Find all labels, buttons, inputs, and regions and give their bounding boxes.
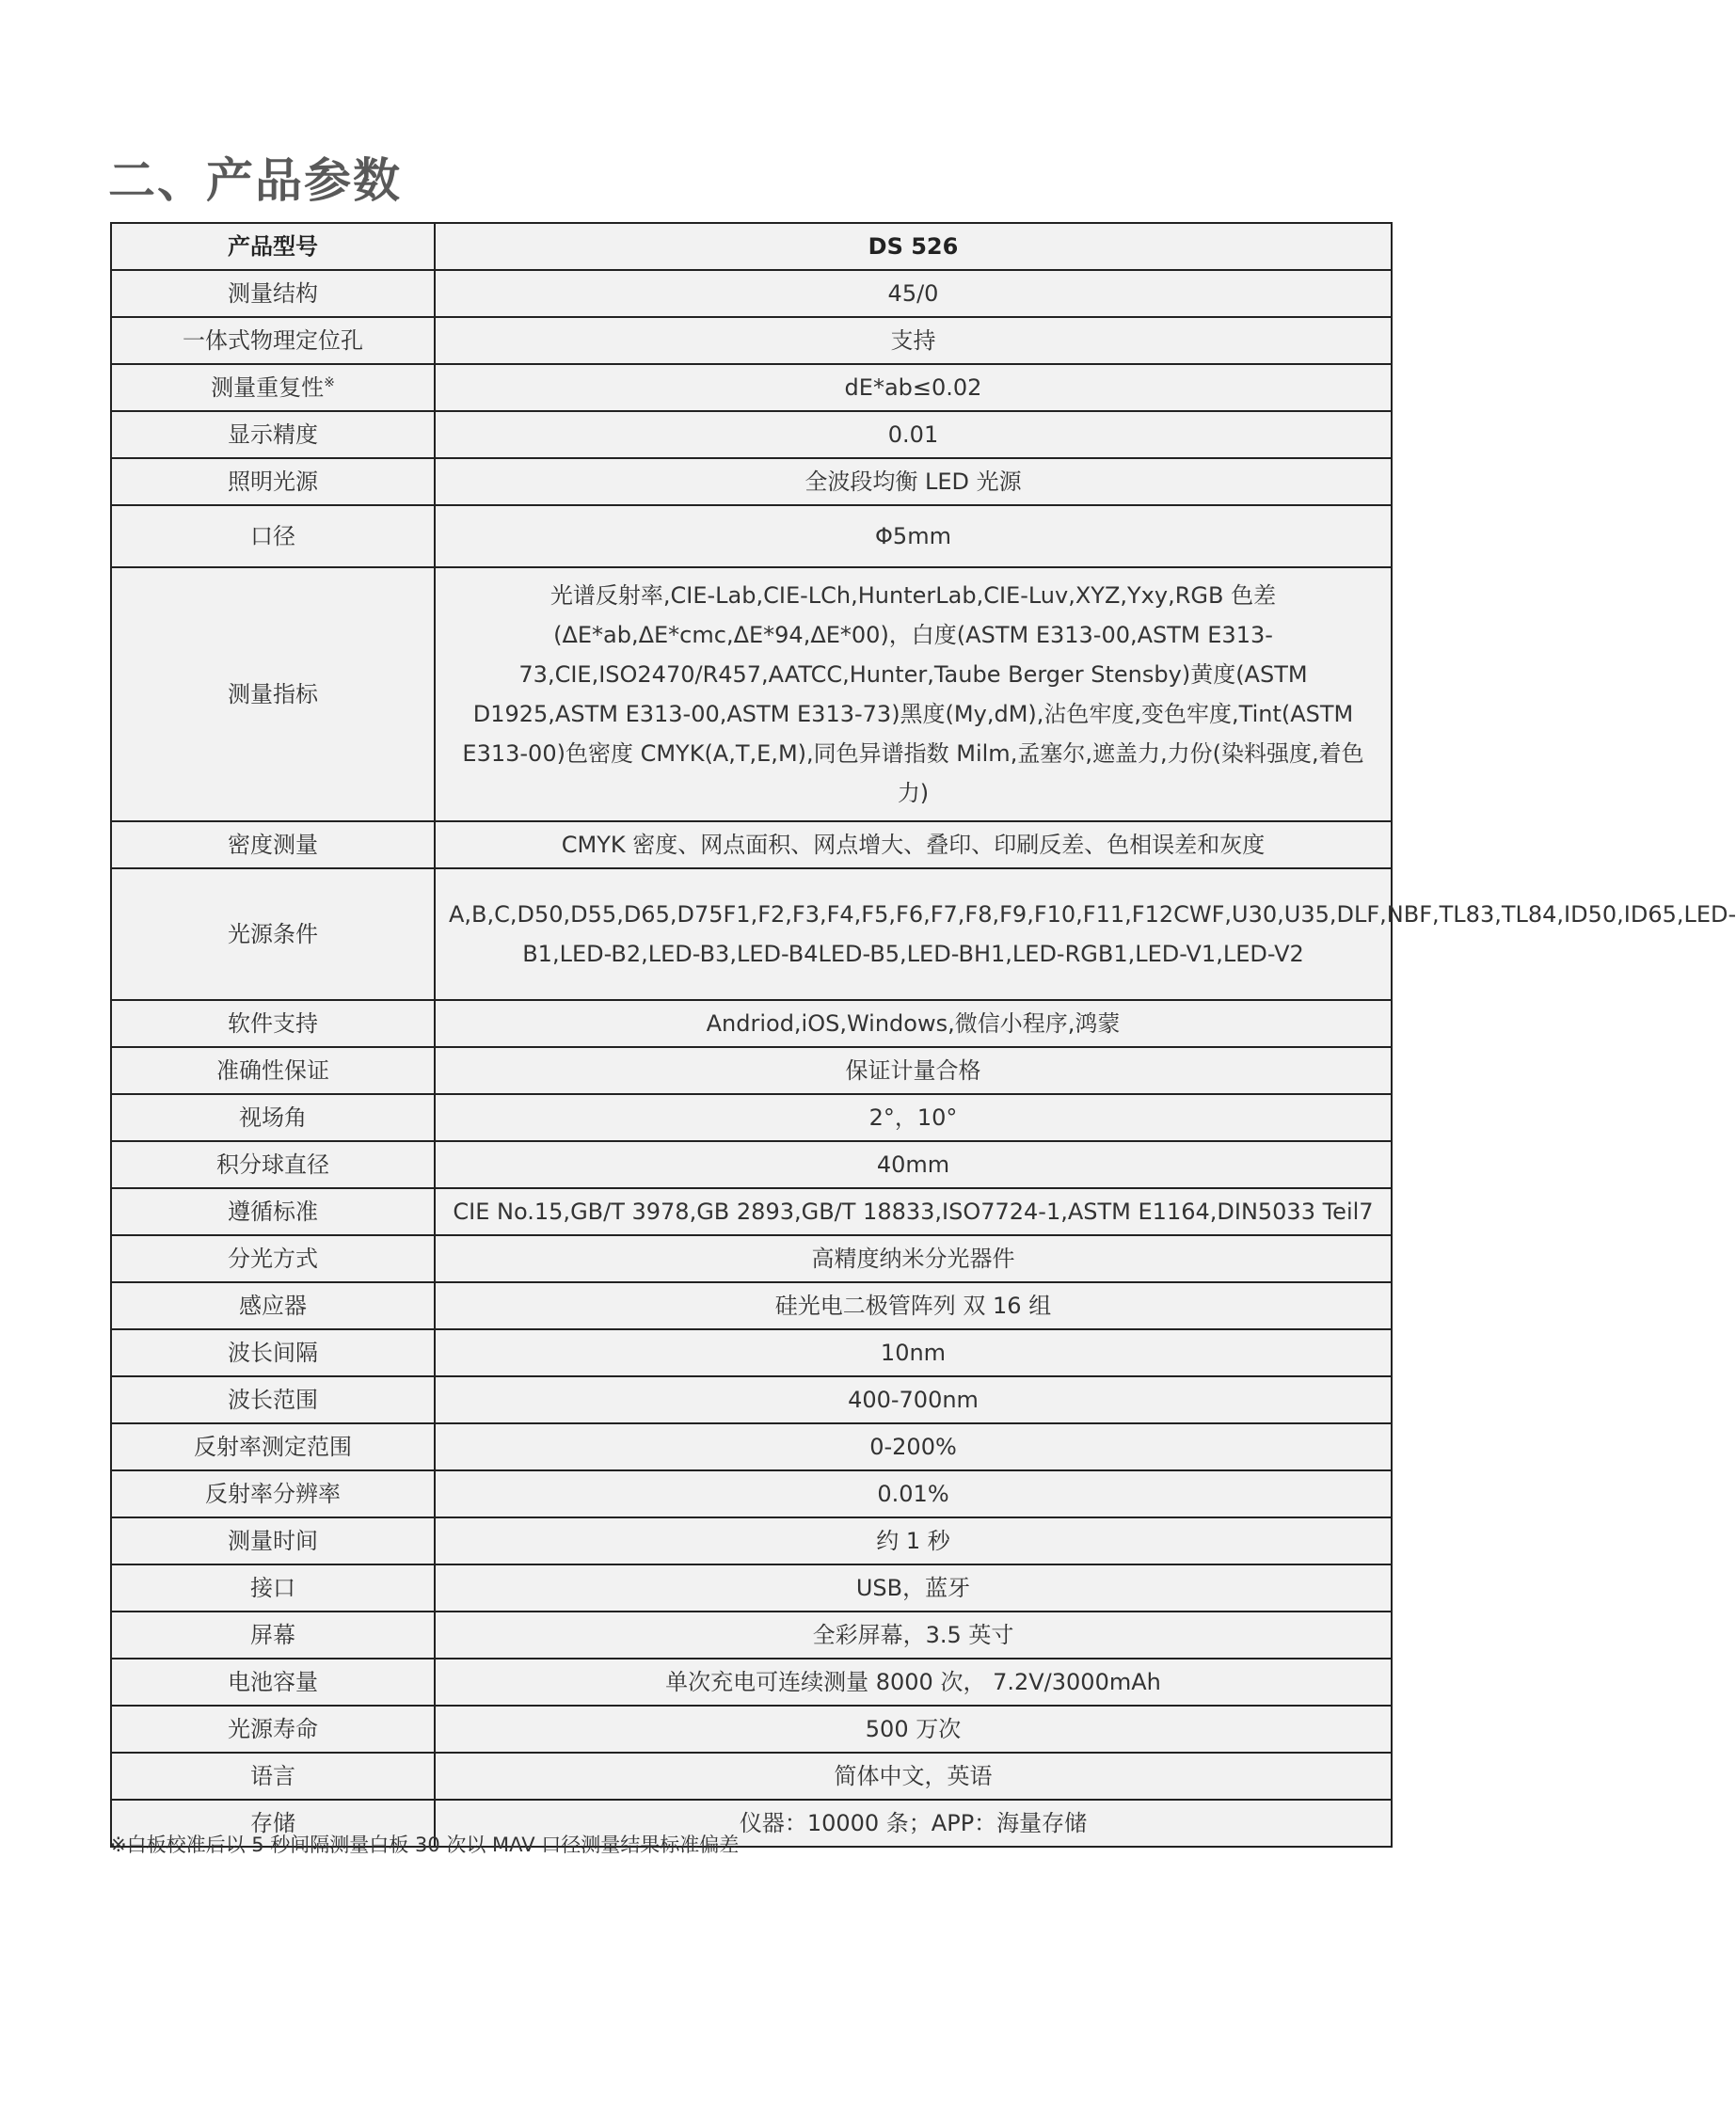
value-cell: 保证计量合格	[435, 1047, 1392, 1094]
param-cell: 电池容量	[111, 1659, 435, 1706]
value-cell: CIE No.15,GB/T 3978,GB 2893,GB/T 18833,ISO7724-1,ASTM E1164,DIN5033 Teil7	[435, 1188, 1392, 1235]
table-row	[111, 1470, 1392, 1517]
table-row	[111, 1188, 1392, 1235]
param-cell: 照明光源	[111, 458, 435, 505]
value-cell: USB，蓝牙	[435, 1564, 1392, 1612]
value-cell: 光谱反射率,CIE-Lab,CIE-LCh,HunterLab,CIE-Luv,XYZ,Yxy,RGB 色差(ΔE*ab,ΔE*cmc,ΔE*94,ΔE*00)，白度(ASTM E313-00,ASTM E313-73,CIE,ISO2470/R457,AATCC,Hunter,Taube Berger Stensby)黄度(ASTM D1925,ASTM E313-00,ASTM E313-73)黑度(My,dM),沾色牢度,变色牢度,Tint(ASTM E313-00)色密度 CMYK(A,T,E,M),同色异谱指数 Milm,孟塞尔,遮盖力,力份(染料强度,着色力)	[435, 567, 1392, 821]
table-row	[111, 1282, 1392, 1329]
table-row	[111, 1612, 1392, 1659]
value-cell: 40mm	[435, 1141, 1392, 1188]
value-cell: 0-200%	[435, 1423, 1392, 1470]
param-cell: 波长范围	[111, 1376, 435, 1423]
table-row	[111, 458, 1392, 505]
table-row	[111, 1141, 1392, 1188]
value-cell: 硅光电二极管阵列 双 16 组	[435, 1282, 1392, 1329]
section-title: 二、产品参数	[108, 153, 402, 208]
value-cell: Andriod,iOS,Windows,微信小程序,鸿蒙	[435, 1000, 1392, 1047]
table-row	[111, 364, 1392, 411]
value-cell: 0.01%	[435, 1470, 1392, 1517]
value-cell: 45/0	[435, 270, 1392, 317]
table-row	[111, 1000, 1392, 1047]
value-cell: 10nm	[435, 1329, 1392, 1376]
param-cell: 遵循标准	[111, 1188, 435, 1235]
param-cell: 语言	[111, 1753, 435, 1800]
value-cell: 简体中文，英语	[435, 1753, 1392, 1800]
table-row	[111, 1094, 1392, 1141]
table-row	[111, 270, 1392, 317]
value-cell: 支持	[435, 317, 1392, 364]
value-cell: 仪器：10000 条；APP：海量存储	[435, 1800, 1392, 1847]
footnote: ※白板校准后以 5 秒间隔测量白板 30 次以 MAV 口径测量结果标准偏差	[110, 1834, 740, 1856]
param-cell: 软件支持	[111, 1000, 435, 1047]
table-row	[111, 1706, 1392, 1753]
value-cell: 400-700nm	[435, 1376, 1392, 1423]
param-label: 测量重复性	[211, 374, 325, 401]
table-row	[111, 1423, 1392, 1470]
param-cell: 反射率分辨率	[111, 1470, 435, 1517]
param-cell: 存储	[111, 1800, 435, 1847]
value-cell: CMYK 密度、网点面积、网点增大、叠印、印刷反差、色相误差和灰度	[435, 821, 1392, 868]
value-cell: 高精度纳米分光器件	[435, 1235, 1392, 1282]
param-cell: 视场角	[111, 1094, 435, 1141]
table-row	[111, 505, 1392, 567]
value-cell: 2°，10°	[435, 1094, 1392, 1141]
param-cell: 光源条件	[111, 868, 435, 1000]
table-row	[111, 1753, 1392, 1800]
value-cell: 全彩屏幕，3.5 英寸	[435, 1612, 1392, 1659]
table-row	[111, 868, 1392, 1000]
param-cell	[111, 364, 435, 411]
table-row	[111, 1376, 1392, 1423]
value-cell: 全波段均衡 LED 光源	[435, 458, 1392, 505]
table-row	[111, 411, 1392, 458]
param-cell: 测量时间	[111, 1517, 435, 1564]
param-cell: 光源寿命	[111, 1706, 435, 1753]
table-row	[111, 567, 1392, 821]
param-cell: 分光方式	[111, 1235, 435, 1282]
table-row	[111, 317, 1392, 364]
param-cell: 一体式物理定位孔	[111, 317, 435, 364]
table-row	[111, 1517, 1392, 1564]
param-cell: 屏幕	[111, 1612, 435, 1659]
param-cell: 接口	[111, 1564, 435, 1612]
value-cell: 0.01	[435, 411, 1392, 458]
value-cell: A,B,C,D50,D55,D65,D75F1,F2,F3,F4,F5,F6,F7,F8,F9,F10,F11,F12CWF,U30,U35,DLF,NBF,TL83,TL84,ID50,ID65,LED-B1,LED-B2,LED-B3,LED-B4LED-B5,LED-BH1,LED-RGB1,LED-V1,LED-V2	[435, 868, 1392, 1000]
value-cell: Φ5mm	[435, 505, 1392, 567]
table-row	[111, 1235, 1392, 1282]
param-cell: 波长间隔	[111, 1329, 435, 1376]
param-cell: 反射率测定范围	[111, 1423, 435, 1470]
param-cell: 感应器	[111, 1282, 435, 1329]
table-row	[111, 821, 1392, 868]
param-cell: 显示精度	[111, 411, 435, 458]
table-row	[111, 1659, 1392, 1706]
value-cell: dE*ab≤0.02	[435, 364, 1392, 411]
param-cell: 密度测量	[111, 821, 435, 868]
header-model-cell: DS 526	[435, 223, 1392, 270]
param-cell: 测量指标	[111, 567, 435, 821]
table-row	[111, 1564, 1392, 1612]
param-cell: 口径	[111, 505, 435, 567]
table-header-row	[111, 223, 1392, 270]
table-row	[111, 1047, 1392, 1094]
header-param-cell: 产品型号	[111, 223, 435, 270]
table-row	[111, 1329, 1392, 1376]
param-cell: 准确性保证	[111, 1047, 435, 1094]
value-cell: 约 1 秒	[435, 1517, 1392, 1564]
footnote-mark: ※	[324, 375, 335, 390]
value-cell: 单次充电可连续测量 8000 次， 7.2V/3000mAh	[435, 1659, 1392, 1706]
param-cell: 测量结构	[111, 270, 435, 317]
param-cell: 积分球直径	[111, 1141, 435, 1188]
value-cell: 500 万次	[435, 1706, 1392, 1753]
spec-table	[110, 222, 1736, 1848]
